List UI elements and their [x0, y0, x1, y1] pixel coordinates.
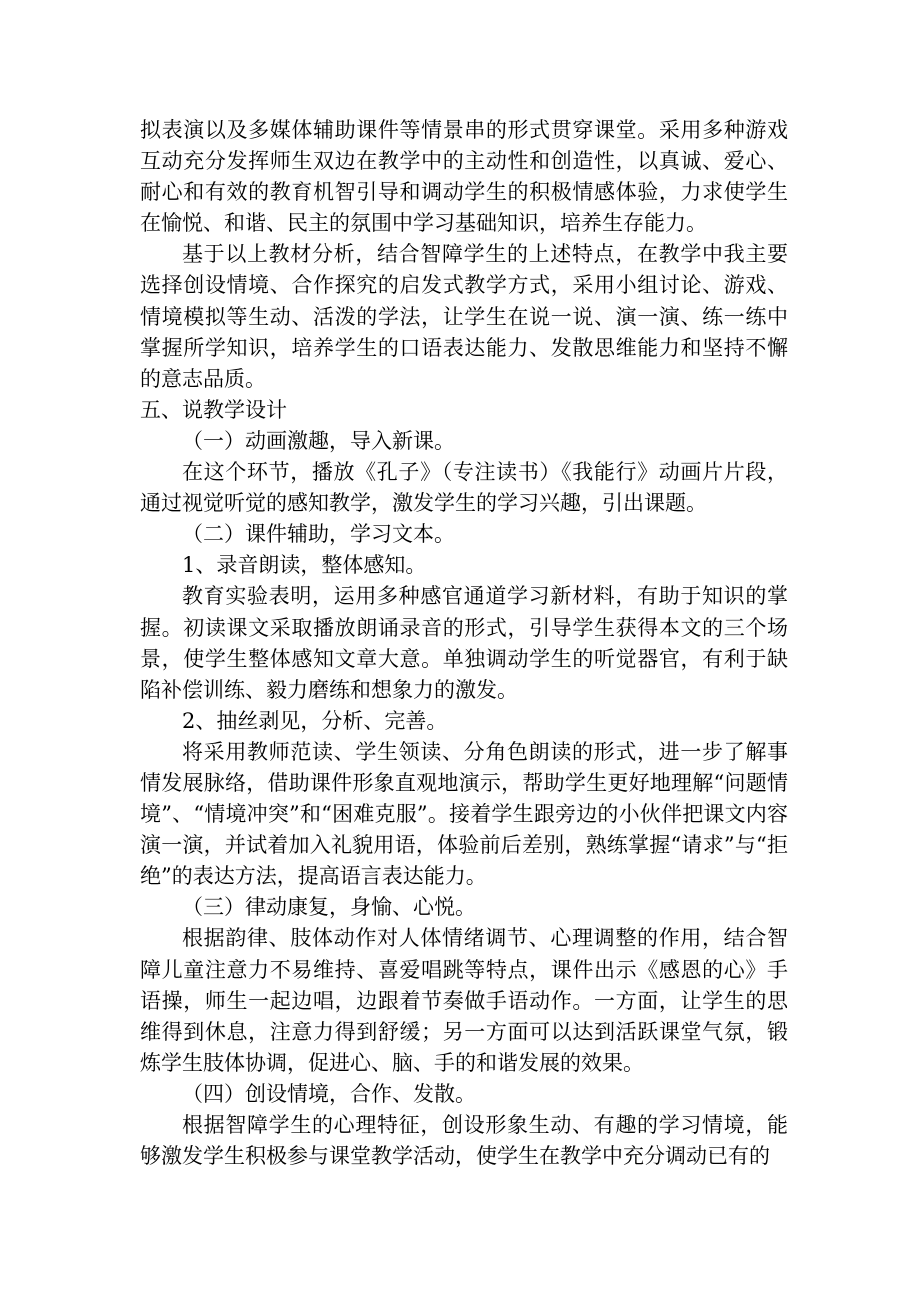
paragraph-animation-intro: 在这个环节，播放《孔子》（专注读书）《我能行》动画片片段，通过视觉听觉的感知教学，激发学生的学习兴趣，引出课题。 [140, 460, 788, 516]
paragraph-teaching-method: 基于以上教材分析，结合智障学生的上述特点，在教学中我主要选择创设情境、合作探究的启发式教学方式，采用小组讨论、游戏、情境模拟等生动、活泼的学法，让学生在说一说、演一演、练一练中掌握所学知识，培养学生的口语表达能力、发散思维能力和坚持不懈的意志品质。 [140, 242, 788, 391]
subheading-situation: （四）创设情境，合作、发散。 [182, 1081, 476, 1106]
subheading-courseware: （二）课件辅助，学习文本。 [182, 522, 455, 547]
paragraph-recording-reading: 教育实验表明，运用多种感官通道学习新材料，有助于知识的掌握。初读课文采取播放朗诵录音的形式，引导学生获得本文的三个场景，使学生整体感知文章大意。单独调动学生的听觉器官，有利于缺陷补偿训练、毅力磨练和想象力的激发。 [140, 584, 788, 702]
subheading-animation-intro: （一）动画激趣，导入新课。 [182, 428, 455, 453]
section-heading-teaching-design: 五、说教学设计 [140, 397, 287, 422]
paragraph-analysis: 将采用教师范读、学生领读、分角色朗读的形式，进一步了解事情发展脉络，借助课件形象直观地演示，帮助学生更好地理解“问题情境”、“情境冲突”和“困难克服”。接着学生跟旁边的小伙伴把课文内容演一演，并试着加入礼貌用语，体验前后差别，熟练掌握“请求”与“拒绝”的表达方法，提高语言表达能力。 [140, 739, 788, 889]
paragraph-situation: 根据智障学生的心理特征，创设形象生动、有趣的学习情境，能够激发学生积极参与课堂教学活动，使学生在教学中充分调动已有的 [140, 1113, 788, 1169]
paragraph-continuation: 拟表演以及多媒体辅助课件等情景串的形式贯穿课堂。采用多种游戏互动充分发挥师生双边在教学中的主动性和创造性，以真诚、爱心、耐心和有效的教育机智引导和调动学生的积极情感体验，力求使学生在愉悦、和谐、民主的氛围中学习基础知识，培养生存能力。 [140, 118, 788, 236]
item-recording-reading: 1、录音朗读，整体感知。 [182, 553, 427, 578]
item-analysis: 2、抽丝剥见，分析、完善。 [182, 708, 448, 733]
document-body [140, 115, 788, 1172]
paragraph-rhythm: 根据韵律、肢体动作对人体情绪调节、心理调整的作用，结合智障儿童注意力不易维持、喜爱唱跳等特点，课件出示《感恩的心》手语操，师生一起边唱，边跟着节奏做手语动作。一方面，让学生的思维得到休息，注意力得到舒缓；另一方面可以达到活跃课堂气氛，锻炼学生肢体协调，促进心、脑、手的和谐发展的效果。 [140, 926, 788, 1075]
subheading-rhythm: （三）律动康复，身愉、心悦。 [182, 895, 476, 920]
